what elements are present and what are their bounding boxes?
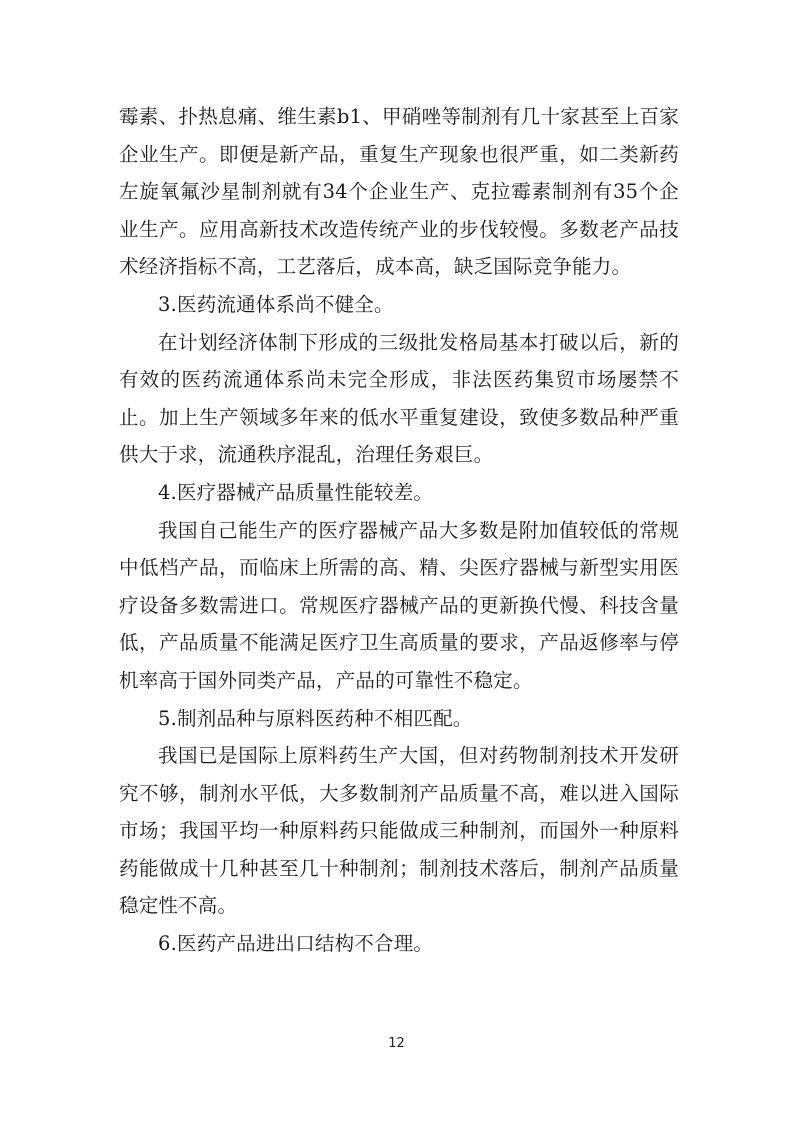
section-heading-4: 4.医疗器械产品质量性能较差。 [158, 480, 434, 504]
body-paragraph-medical-devices: 我国自己能生产的医疗器械产品大多数是附加值较低的常规中低档产品，而临床上所需的高、精、尖医疗器械与新型实用医疗设备多数需进口。常规医疗器械产品的更新换代慢、科技含量低，产品质量不能满足医疗卫生高质量的要求，产品返修率与停机率高于国外同类产品，产品的可靠性不稳定。 [119, 518, 679, 692]
page-number: 12 [388, 1036, 405, 1051]
section-heading-5: 5.制剂品种与原料医药种不相匹配。 [158, 706, 473, 730]
section-heading-6: 6.医药产品进出口结构不合理。 [158, 932, 434, 956]
body-paragraph-continuation: 霉素、扑热息痛、维生素b1、甲硝唑等制剂有几十家甚至上百家企业生产。即便是新产品，重复生产现象也很严重，如二类新药左旋氧氟沙星制剂就有34个企业生产、克拉霉素制剂有35个企业生产。应用高新技术改造传统产业的步伐较慢。多数老产品技术经济指标不高，工艺落后，成本高，缺乏国际竞争能力。 [119, 105, 679, 279]
document-page [119, 98, 679, 963]
body-paragraph-preparations: 我国已是国际上原料药生产大国，但对药物制剂技术开发研究不够，制剂水平低，大多数制剂产品质量不高，难以进入国际市场；我国平均一种原料药只能做成三种制剂，而国外一种原料药能做成十几种甚至几十种制剂；制剂技术落后，制剂产品质量稳定性不高。 [119, 744, 679, 918]
body-paragraph-distribution: 在计划经济体制下形成的三级批发格局基本打破以后，新的有效的医药流通体系尚未完全形成，非法医药集贸市场屡禁不止。加上生产领域多年来的低水平重复建设，致使多数品种严重供大于求，流通秩序混乱，治理任务艰巨。 [119, 330, 679, 467]
section-heading-3: 3.医药流通体系尚不健全。 [158, 292, 394, 316]
